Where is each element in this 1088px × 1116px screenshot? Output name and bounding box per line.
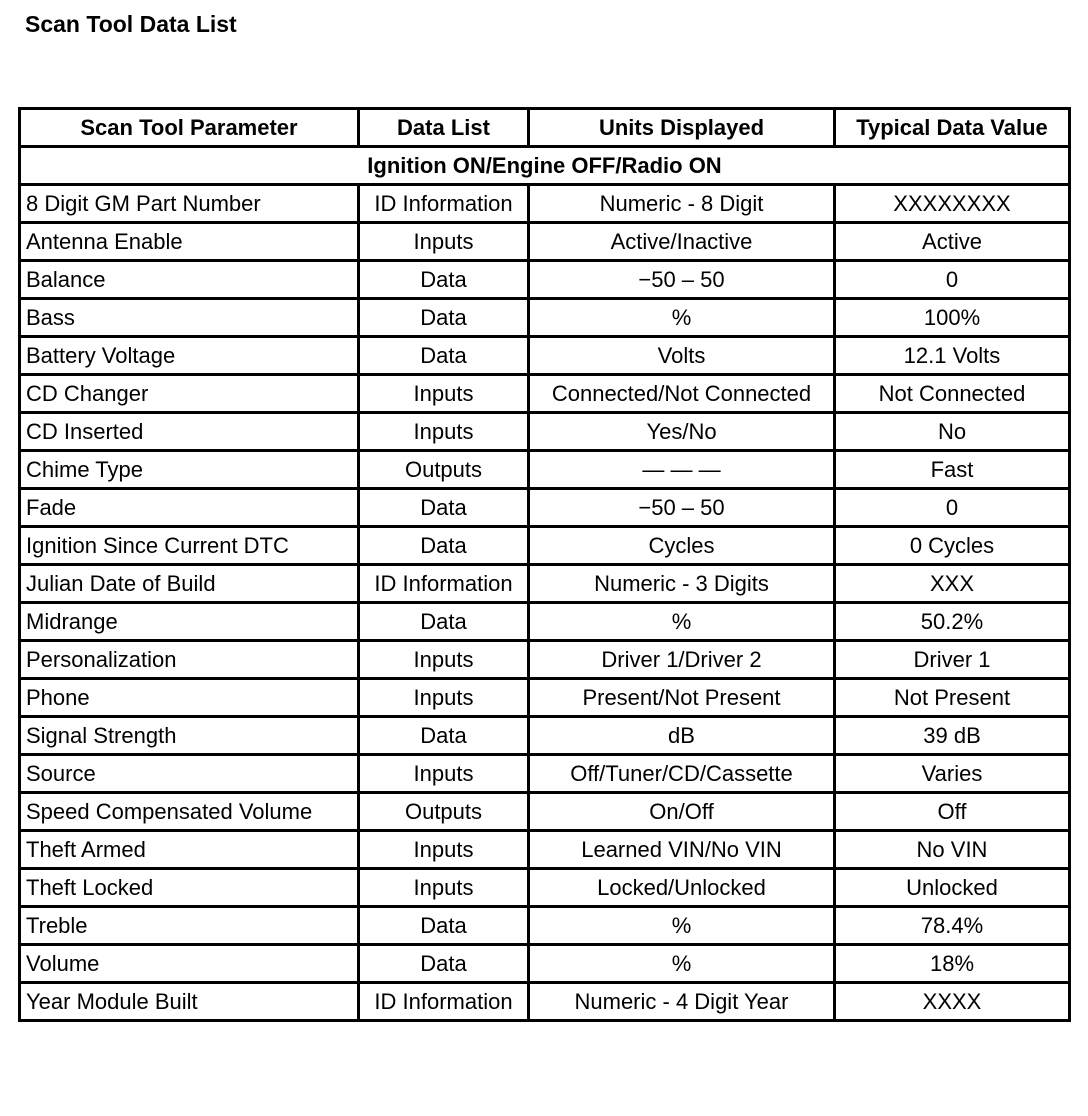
cell-typical-value: Off [835,793,1070,831]
cell-data-list: Outputs [359,793,529,831]
table-row [20,983,1070,1021]
cell-data-list: Data [359,337,529,375]
cell-parameter: Ignition Since Current DTC [20,527,359,565]
cell-units: On/Off [529,793,835,831]
cell-parameter: Volume [20,945,359,983]
cell-units: Cycles [529,527,835,565]
table-row [20,261,1070,299]
cell-data-list: Data [359,299,529,337]
cell-typical-value: XXXX [835,983,1070,1021]
cell-parameter: Antenna Enable [20,223,359,261]
cell-typical-value: XXX [835,565,1070,603]
cell-typical-value: Varies [835,755,1070,793]
cell-data-list: ID Information [359,983,529,1021]
cell-parameter: CD Changer [20,375,359,413]
cell-typical-value: 18% [835,945,1070,983]
cell-units: % [529,603,835,641]
scan-tool-data-table [18,107,1071,1022]
table-row [20,185,1070,223]
cell-data-list: Data [359,261,529,299]
cell-data-list: Inputs [359,679,529,717]
table-row [20,755,1070,793]
cell-data-list: Inputs [359,375,529,413]
table-row [20,831,1070,869]
cell-units: Locked/Unlocked [529,869,835,907]
cell-units: — — — [529,451,835,489]
table-row [20,945,1070,983]
table-row [20,223,1070,261]
cell-data-list: Inputs [359,641,529,679]
cell-data-list: Data [359,945,529,983]
cell-units: −50 – 50 [529,261,835,299]
table-row [20,869,1070,907]
cell-data-list: Data [359,527,529,565]
cell-typical-value: 0 [835,261,1070,299]
cell-parameter: Balance [20,261,359,299]
table-row [20,641,1070,679]
header-typical-data-value: Typical Data Value [835,109,1070,147]
cell-units: Present/Not Present [529,679,835,717]
cell-parameter: Treble [20,907,359,945]
cell-parameter: 8 Digit GM Part Number [20,185,359,223]
cell-typical-value: Active [835,223,1070,261]
cell-units: Volts [529,337,835,375]
table-row [20,907,1070,945]
cell-parameter: Bass [20,299,359,337]
cell-typical-value: No [835,413,1070,451]
cell-typical-value: 78.4% [835,907,1070,945]
cell-units: Learned VIN/No VIN [529,831,835,869]
header-units-displayed: Units Displayed [529,109,835,147]
cell-data-list: Inputs [359,413,529,451]
table-row [20,337,1070,375]
cell-units: Numeric - 4 Digit Year [529,983,835,1021]
cell-units: Connected/Not Connected [529,375,835,413]
cell-units: dB [529,717,835,755]
cell-data-list: ID Information [359,565,529,603]
cell-data-list: Inputs [359,869,529,907]
cell-parameter: CD Inserted [20,413,359,451]
table-row [20,717,1070,755]
cell-parameter: Chime Type [20,451,359,489]
cell-units: −50 – 50 [529,489,835,527]
cell-units: Numeric - 3 Digits [529,565,835,603]
cell-typical-value: Not Present [835,679,1070,717]
section-row [20,147,1070,185]
cell-parameter: Speed Compensated Volume [20,793,359,831]
table-row [20,793,1070,831]
cell-parameter: Theft Locked [20,869,359,907]
table-row [20,679,1070,717]
table-row [20,375,1070,413]
table-row [20,565,1070,603]
cell-units: Active/Inactive [529,223,835,261]
table-header-row [20,109,1070,147]
cell-units: % [529,299,835,337]
cell-parameter: Phone [20,679,359,717]
cell-typical-value: No VIN [835,831,1070,869]
header-data-list: Data List [359,109,529,147]
cell-typical-value: 39 dB [835,717,1070,755]
table-row [20,413,1070,451]
cell-parameter: Fade [20,489,359,527]
cell-parameter: Midrange [20,603,359,641]
cell-typical-value: Driver 1 [835,641,1070,679]
cell-units: Driver 1/Driver 2 [529,641,835,679]
cell-parameter: Source [20,755,359,793]
cell-typical-value: XXXXXXXX [835,185,1070,223]
cell-data-list: Inputs [359,755,529,793]
table-row [20,603,1070,641]
cell-typical-value: Unlocked [835,869,1070,907]
page-title: Scan Tool Data List [25,11,237,37]
cell-units: Yes/No [529,413,835,451]
cell-units: Off/Tuner/CD/Cassette [529,755,835,793]
cell-parameter: Battery Voltage [20,337,359,375]
cell-typical-value: 0 [835,489,1070,527]
cell-data-list: Inputs [359,223,529,261]
cell-parameter: Theft Armed [20,831,359,869]
table-row [20,489,1070,527]
table-row [20,451,1070,489]
cell-data-list: Data [359,489,529,527]
table-row [20,299,1070,337]
cell-parameter: Year Module Built [20,983,359,1021]
cell-typical-value: Fast [835,451,1070,489]
cell-units: Numeric - 8 Digit [529,185,835,223]
cell-data-list: Inputs [359,831,529,869]
cell-typical-value: 12.1 Volts [835,337,1070,375]
header-scan-tool-parameter: Scan Tool Parameter [20,109,359,147]
cell-typical-value: 100% [835,299,1070,337]
cell-typical-value: Not Connected [835,375,1070,413]
cell-data-list: Data [359,907,529,945]
cell-parameter: Julian Date of Build [20,565,359,603]
cell-parameter: Signal Strength [20,717,359,755]
cell-data-list: ID Information [359,185,529,223]
cell-units: % [529,907,835,945]
cell-parameter: Personalization [20,641,359,679]
cell-data-list: Outputs [359,451,529,489]
cell-typical-value: 0 Cycles [835,527,1070,565]
cell-typical-value: 50.2% [835,603,1070,641]
cell-data-list: Data [359,603,529,641]
section-heading: Ignition ON/Engine OFF/Radio ON [20,147,1070,185]
table-row [20,527,1070,565]
cell-units: % [529,945,835,983]
cell-data-list: Data [359,717,529,755]
